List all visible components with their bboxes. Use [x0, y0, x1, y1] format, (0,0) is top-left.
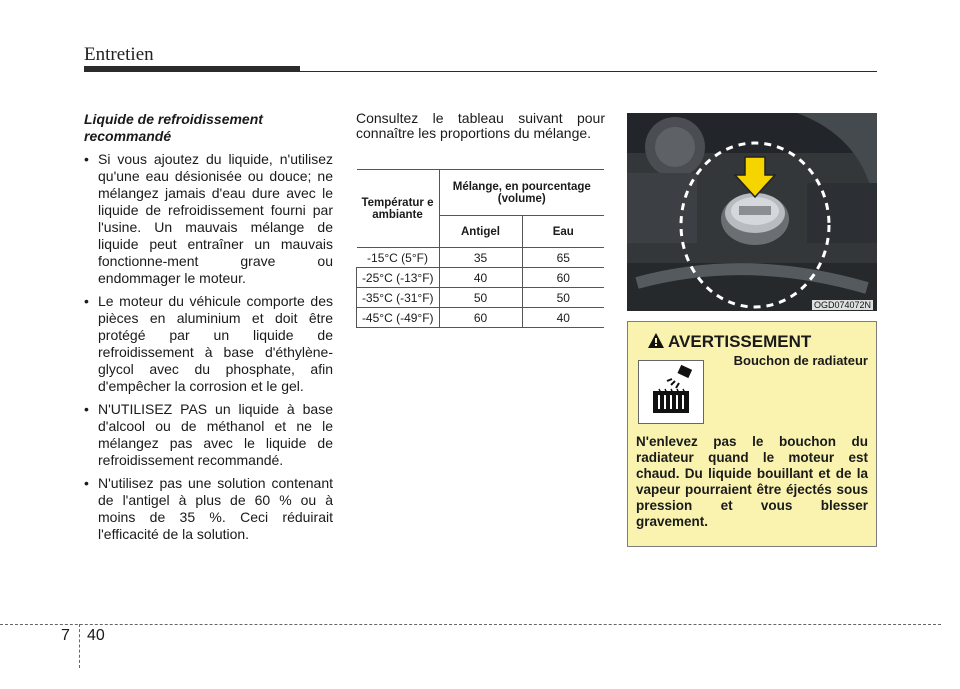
footer-rule	[0, 624, 941, 625]
chapter-number: 7	[61, 627, 70, 644]
warning-subtitle: Bouchon de radiateur	[733, 353, 868, 368]
bullet-item: • Le moteur du véhicule comporte des pièces en aluminium et doit être protégé par un liquide de refroidissement à base d'éthylène-glycol avec du phosphate, afin d'empêcher la corrosion et le gel.	[84, 293, 333, 395]
running-header: Entretien	[84, 44, 154, 65]
engine-bay-photo	[627, 113, 877, 311]
warning-box	[627, 321, 877, 547]
table-row	[357, 288, 605, 308]
bullet-item: • N'utilisez pas une solution contenant de l'antigel à plus de 60 % ou à moins de 35 %. Ceci réduirait l'efficacité de la solution.	[84, 475, 333, 543]
radiator-cap-illustration	[627, 113, 877, 311]
cell-temperature: -45°C (-49°F)	[357, 308, 440, 328]
footer-divider	[79, 624, 80, 668]
cell-eau: 40	[522, 308, 604, 328]
page-number: 40	[87, 627, 105, 644]
cell-temperature: -15°C (5°F)	[357, 248, 440, 268]
warning-title: AVERTISSEMENT	[668, 332, 812, 351]
warning-text: N'enlevez pas le bouchon du radiateur quand le moteur est chaud. Du liquide bouillant et de la vapeur pourraient être éjectés sous pression et vous blesser gravement.	[636, 434, 868, 529]
warning-triangle-icon	[648, 333, 664, 348]
table-row	[357, 248, 605, 268]
header-temperature: Températur e ambiante	[357, 170, 440, 248]
header-antigel: Antigel	[439, 216, 522, 248]
cell-temperature: -25°C (-13°F)	[357, 268, 440, 288]
cell-eau: 60	[522, 268, 604, 288]
bullet-item: • N'UTILISEZ PAS un liquide à base d'alcool ou de méthanol et ne le mélangez pas avec le liquide de refroidissement recommandé.	[84, 401, 333, 469]
table-row	[357, 308, 605, 328]
cell-eau: 50	[522, 288, 604, 308]
table-row	[357, 268, 605, 288]
header-mixture: Mélange, en pourcentage (volume)	[439, 170, 604, 216]
header-bar	[84, 66, 300, 72]
section-title: Liquide de refroidissement recommandé	[84, 111, 263, 144]
warning-heading	[648, 332, 811, 352]
cell-antigel: 35	[439, 248, 522, 268]
cell-eau: 65	[522, 248, 604, 268]
mixture-table	[356, 169, 604, 328]
header-rule	[300, 71, 877, 72]
coolant-section	[84, 111, 333, 549]
bullet-item: • Si vous ajoutez du liquide, n'utilisez qu'une eau désionisée ou douce; ne mélangez jamais d'eau dure avec le liquide de refroidissement fourni par l'usine. Un mauvais mélange de liquide peut entraîner un mauvais fonctionne-ment grave ou endommager le moteur.	[84, 151, 333, 287]
cell-antigel: 50	[439, 288, 522, 308]
photo-code: OGD074072N	[813, 300, 871, 310]
cell-antigel: 60	[439, 308, 522, 328]
table-intro: Consultez le tableau suivant pour connaître les proportions du mélange.	[356, 110, 605, 141]
hot-coolant-icon	[638, 360, 704, 424]
cell-antigel: 40	[439, 268, 522, 288]
header-eau: Eau	[522, 216, 604, 248]
cell-temperature: -35°C (-31°F)	[357, 288, 440, 308]
